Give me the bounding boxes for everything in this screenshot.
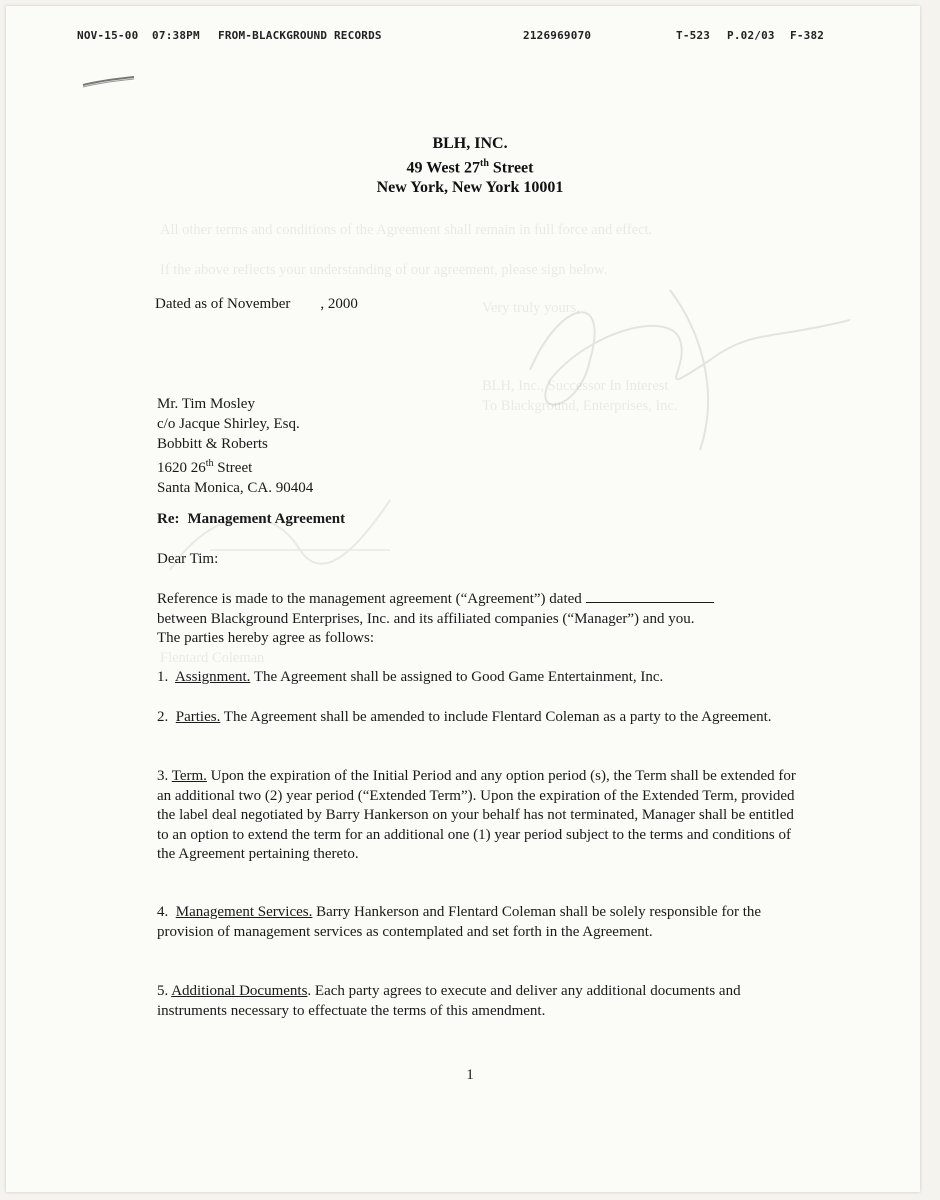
fax-phone: 2126969070	[523, 29, 592, 42]
company-name: BLH, INC.	[432, 135, 508, 152]
bleed-through-text: If the above reflects your understanding of our agreement, please sign below.	[160, 262, 608, 278]
address-line: Santa Monica, CA. 90404	[157, 480, 314, 496]
bleed-through-signature	[470, 270, 880, 470]
section-title: Parties.	[175, 709, 221, 725]
section-title: Term.	[171, 768, 207, 784]
company-city: New York, New York 10001	[376, 179, 564, 197]
subject-line: Re: Management Agreement	[157, 511, 346, 527]
bleed-through-text: Very truly yours,	[482, 300, 580, 316]
section-2: 2. Parties. The Agreement shall be amended to include Flentard Coleman as a party to the Agreement.	[157, 709, 772, 725]
company-street: 49 West 27th Street	[406, 158, 534, 177]
fax-f-code: F-382	[790, 29, 825, 42]
section-title: Additional Documents	[171, 983, 308, 999]
address-line: c/o Jacque Shirley, Esq.	[157, 416, 300, 432]
page-number: 1	[466, 1067, 474, 1083]
staple-mark	[80, 74, 140, 90]
salutation: Dear Tim:	[157, 551, 219, 567]
section-title: Management Services.	[175, 904, 313, 920]
letterhead	[0, 134, 940, 198]
address-line: Mr. Tim Mosley	[157, 396, 255, 412]
recipient-address	[157, 394, 313, 498]
fax-datetime: NOV-15-00 07:38PM	[77, 29, 200, 42]
fax-header	[0, 29, 940, 47]
bleed-through-text: All other terms and conditions of the Agreement shall remain in full force and effect.	[160, 222, 653, 238]
letter-date: Dated as of November , 2000	[155, 296, 358, 312]
intro-paragraph: Reference is made to the management agreement (“Agreement”) dated between Blackground Enterprises, Inc. and its affiliated companies (“Manager”) and you. The parties hereby agree as follows:	[157, 590, 817, 649]
section-4: 4. Management Services. Barry Hankerson and Flentard Coleman shall be solely responsible for the provision of management services as contemplated and set forth in the Agreement.	[157, 904, 762, 940]
address-line: 1620 26th Street	[157, 458, 253, 476]
fax-page: P.02/03	[727, 29, 775, 42]
fax-from: FROM-BLACKGROUND RECORDS	[218, 29, 382, 42]
section-3: 3. Term. Upon the expiration of the Initial Period and any option period (s), the Term shall be extended for an additional two (2) year period (“Extended Term”). Upon the expiration of the Extended Term, provided the label deal negotiated by Barry Hankerson on your behalf has not terminated, Manager shall be entitled to an option to extend the term for an additional one (1) year period subject to the terms and conditions of the Agreement pertaining thereto.	[157, 768, 796, 862]
fax-t-code: T-523	[676, 29, 711, 42]
section-5: 5. Additional Documents. Each party agrees to execute and deliver any additional documents and instruments necessary to effectuate the terms of this amendment.	[157, 983, 741, 1019]
bleed-through-text: Flentard Coleman	[160, 650, 265, 666]
address-line: Bobbitt & Roberts	[157, 436, 268, 452]
date-blank	[586, 590, 714, 603]
bleed-through-text: To Blackground, Enterprises, Inc.	[482, 398, 678, 414]
bleed-through-text: BLH, Inc., Successor In Interest	[482, 378, 669, 394]
section-1: 1. Assignment. The Agreement shall be assigned to Good Game Entertainment, Inc.	[157, 669, 664, 685]
section-title: Assignment.	[174, 669, 251, 685]
